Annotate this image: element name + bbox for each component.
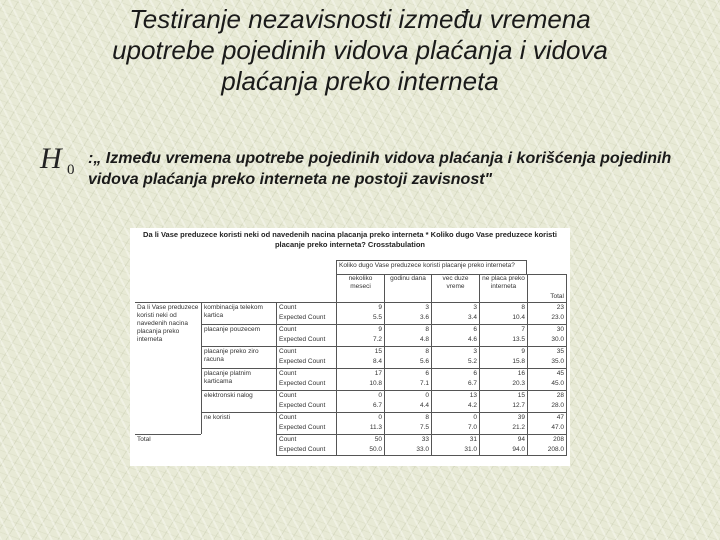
statistic-label: Expected Count	[276, 401, 336, 412]
table-cell: 8	[384, 412, 431, 423]
hypothesis-subscript: 0	[67, 162, 75, 178]
statistic-label: Count	[276, 434, 336, 445]
row-category-label: elektronski nalog	[201, 390, 276, 412]
table-cell: 33	[384, 434, 431, 445]
statistic-label: Count	[276, 390, 336, 401]
title-line-3: plaćanja preko interneta	[221, 66, 499, 96]
table-cell: 5.6	[384, 357, 431, 368]
column-header: Total	[527, 274, 567, 302]
table-cell: 7.5	[384, 423, 431, 434]
column-header: ne placa preko interneta	[479, 274, 527, 302]
title-line-1: Testiranje nezavisnosti između vremena	[129, 4, 591, 34]
column-header: nekoliko meseci	[336, 274, 384, 302]
table-cell: 3	[384, 302, 431, 313]
row-category-label: placanje pouzecem	[201, 324, 276, 346]
table-cell: 35	[527, 346, 567, 357]
table-cell: 20.3	[479, 379, 527, 390]
table-cell: 31.0	[431, 445, 479, 456]
table-cell: 35.0	[527, 357, 567, 368]
crosstab-image	[130, 228, 570, 466]
hypothesis-symbol: H	[40, 142, 62, 175]
table-cell: 5.2	[431, 357, 479, 368]
row-category-label: placanje platnim karticama	[201, 368, 276, 390]
statistic-label: Expected Count	[276, 445, 336, 456]
table-cell: 9	[479, 346, 527, 357]
table-cell: 11.3	[336, 423, 384, 434]
statistic-label: Count	[276, 324, 336, 335]
null-hypothesis	[40, 142, 680, 202]
table-cell: 13.5	[479, 335, 527, 346]
title-line-2: upotrebe pojedinih vidova plaćanja i vidova	[112, 35, 608, 65]
table-cell: 0	[384, 390, 431, 401]
crosstab-title-line-1: Da li Vase preduzece koristi neki od navedenih nacina placanja preko interneta * Koliko dugo Vase preduzece koristi	[143, 230, 557, 239]
table-cell: 0	[336, 412, 384, 423]
crosstab-header-row	[135, 260, 567, 274]
table-cell: 50	[336, 434, 384, 445]
table-cell: 3.4	[431, 313, 479, 324]
table-cell: 4.4	[384, 401, 431, 412]
row-category-label: placanje preko ziro racuna	[201, 346, 276, 368]
statistic-label: Count	[276, 412, 336, 423]
table-cell: 15	[336, 346, 384, 357]
table-cell: 6	[431, 324, 479, 335]
table-cell: 94	[479, 434, 527, 445]
table-cell: 45	[527, 368, 567, 379]
statistic-label: Expected Count	[276, 423, 336, 434]
table-cell: 9	[336, 302, 384, 313]
row-header: Da li Vase preduzece koristi neki od navedenih nacina placanja preko interneta	[135, 302, 201, 434]
table-cell: 30	[527, 324, 567, 335]
table-cell: 0	[431, 412, 479, 423]
table-cell: 0	[336, 390, 384, 401]
statistic-label: Count	[276, 346, 336, 357]
row-category-label: kombinacija telekom kartica	[201, 302, 276, 324]
table-cell: 10.4	[479, 313, 527, 324]
table-cell: 7.2	[336, 335, 384, 346]
crosstab-title-line-2: placanje preko interneta? Crosstabulation	[274, 240, 426, 249]
table-cell: 94.0	[479, 445, 527, 456]
table-row	[135, 434, 567, 445]
table-cell: 17	[336, 368, 384, 379]
table-cell: 47	[527, 412, 567, 423]
table-cell: 7.0	[431, 423, 479, 434]
crosstab-title	[130, 230, 570, 250]
table-cell: 208	[527, 434, 567, 445]
table-cell: 28.0	[527, 401, 567, 412]
table-cell: 7.1	[384, 379, 431, 390]
column-group-header: Koliko dugo Vase preduzece koristi placanje preko interneta?	[336, 260, 527, 274]
table-cell: 3	[431, 302, 479, 313]
table-cell: 8	[384, 324, 431, 335]
table-cell: 7	[479, 324, 527, 335]
table-cell: 6.7	[336, 401, 384, 412]
statistic-label: Expected Count	[276, 357, 336, 368]
table-cell: 45.0	[527, 379, 567, 390]
table-cell: 6.7	[431, 379, 479, 390]
slide-title	[40, 4, 680, 97]
table-row	[135, 445, 567, 456]
statistic-label: Expected Count	[276, 313, 336, 324]
column-header: godinu dana	[384, 274, 431, 302]
statistic-label: Count	[276, 302, 336, 313]
crosstab-column-header-row	[135, 274, 567, 302]
table-cell: 21.2	[479, 423, 527, 434]
table-cell: 28	[527, 390, 567, 401]
table-cell: 3	[431, 346, 479, 357]
table-cell: 16	[479, 368, 527, 379]
column-header: vec duze vreme	[431, 274, 479, 302]
table-cell: 12.7	[479, 401, 527, 412]
table-cell: 5.5	[336, 313, 384, 324]
table-cell: 9	[336, 324, 384, 335]
table-cell: 6	[431, 368, 479, 379]
table-cell: 3.6	[384, 313, 431, 324]
table-cell: 208.0	[527, 445, 567, 456]
row-category-label: ne koristi	[201, 412, 276, 434]
table-cell: 15.8	[479, 357, 527, 368]
total-label: Total	[135, 434, 201, 445]
table-cell: 4.8	[384, 335, 431, 346]
table-cell: 23	[527, 302, 567, 313]
table-cell: 8	[384, 346, 431, 357]
table-cell: 8	[479, 302, 527, 313]
table-cell: 39	[479, 412, 527, 423]
table-cell: 47.0	[527, 423, 567, 434]
statistic-label: Count	[276, 368, 336, 379]
table-cell: 4.2	[431, 401, 479, 412]
table-cell: 8.4	[336, 357, 384, 368]
table-cell: 15	[479, 390, 527, 401]
table-cell: 6	[384, 368, 431, 379]
statistic-label: Expected Count	[276, 379, 336, 390]
hypothesis-text: :„ Između vremena upotrebe pojedinih vidova plaćanja i korišćenja pojedinih vidova plaćanja preko interneta ne postoji zavisnost"	[88, 150, 672, 188]
table-cell: 30.0	[527, 335, 567, 346]
table-cell: 31	[431, 434, 479, 445]
table-cell: 4.6	[431, 335, 479, 346]
table-cell: 33.0	[384, 445, 431, 456]
table-cell: 23.0	[527, 313, 567, 324]
table-cell: 10.8	[336, 379, 384, 390]
table-cell: 50.0	[336, 445, 384, 456]
table-cell: 13	[431, 390, 479, 401]
crosstab-table	[135, 260, 567, 456]
statistic-label: Expected Count	[276, 335, 336, 346]
